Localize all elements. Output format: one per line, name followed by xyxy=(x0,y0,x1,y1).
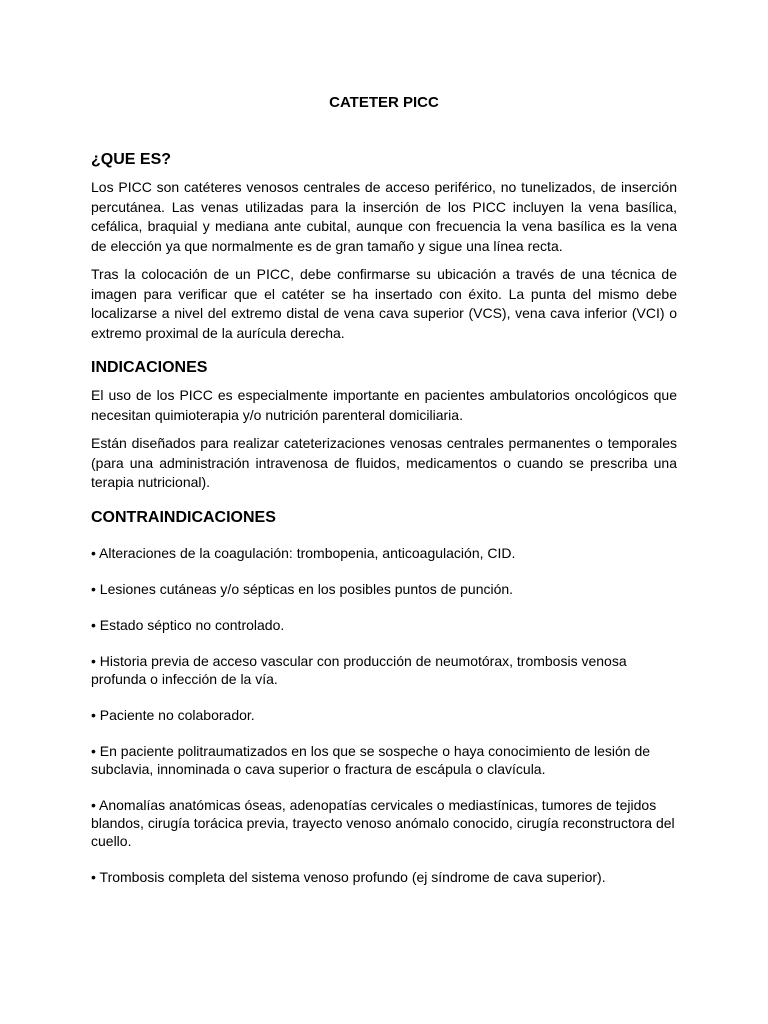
section-heading-contraindicaciones: CONTRAINDICACIONES xyxy=(91,508,276,526)
paragraph: Tras la colocación de un PICC, debe confirmarse su ubicación a través de una técnica de imagen para verificar que el catéter se ha insertado con éxito. La punta del mismo debe localizarse a nivel del extremo distal de vena cava superior (VCS), vena cava inferior (VCI) o extremo proximal de la aurícula derecha. xyxy=(91,266,677,341)
paragraph: Los PICC son catéteres venosos centrales de acceso periférico, no tunelizados, de inserción percutánea. Las venas utilizadas para la inserción de los PICC incluyen la vena basílica, cefálica, braquial y mediana ante cubital, aunque con frecuencia la vena basílica es la vena de elección ya que normalmente es de gran tamaño y sigue una línea recta. xyxy=(91,179,677,254)
page-title: CATETER PICC xyxy=(329,94,439,111)
section-contraindicaciones xyxy=(91,508,677,886)
list-item: • Historia previa de acceso vascular con producción de neumotórax, trombosis venosa profunda o infección de la vía. xyxy=(91,652,627,687)
section-heading-indicaciones: INDICACIONES xyxy=(91,359,208,376)
section-indicaciones xyxy=(91,358,677,493)
list-item: • Trombosis completa del sistema venoso profundo (ej síndrome de cava superior). xyxy=(91,868,606,885)
list-item: • Paciente no colaborador. xyxy=(91,706,255,723)
section-que-es xyxy=(91,150,677,343)
document-page xyxy=(91,92,677,904)
list-item: • Estado séptico no controlado. xyxy=(91,616,285,633)
section-heading-que-es: ¿QUE ES? xyxy=(91,151,172,168)
contraindications-list xyxy=(91,544,677,886)
list-item: • En paciente politraumatizados en los que se sospeche o haya conocimiento de lesión de subclavia, innominada o cava superior o fractura de escápula o clavícula. xyxy=(91,742,651,777)
list-item: • Alteraciones de la coagulación: trombopenia, anticoagulación, CID. xyxy=(91,544,516,561)
paragraph: El uso de los PICC es especialmente importante en pacientes ambulatorios oncológicos que necesitan quimioterapia y/o nutrición parenteral domiciliaria. xyxy=(91,387,677,423)
paragraph: Están diseñados para realizar cateterizaciones venosas centrales permanentes o temporales (para una administración intravenosa de fluidos, medicamentos o cuando se prescriba una terapia nutricional). xyxy=(91,435,677,490)
list-item: • Anomalías anatómicas óseas, adenopatías cervicales o mediastínicas, tumores de tejidos blandos, cirugía torácica previa, trayecto venoso anómalo conocido, cirugía reconstructora del cuello. xyxy=(91,796,675,849)
list-item: • Lesiones cutáneas y/o sépticas en los posibles puntos de punción. xyxy=(91,580,514,597)
